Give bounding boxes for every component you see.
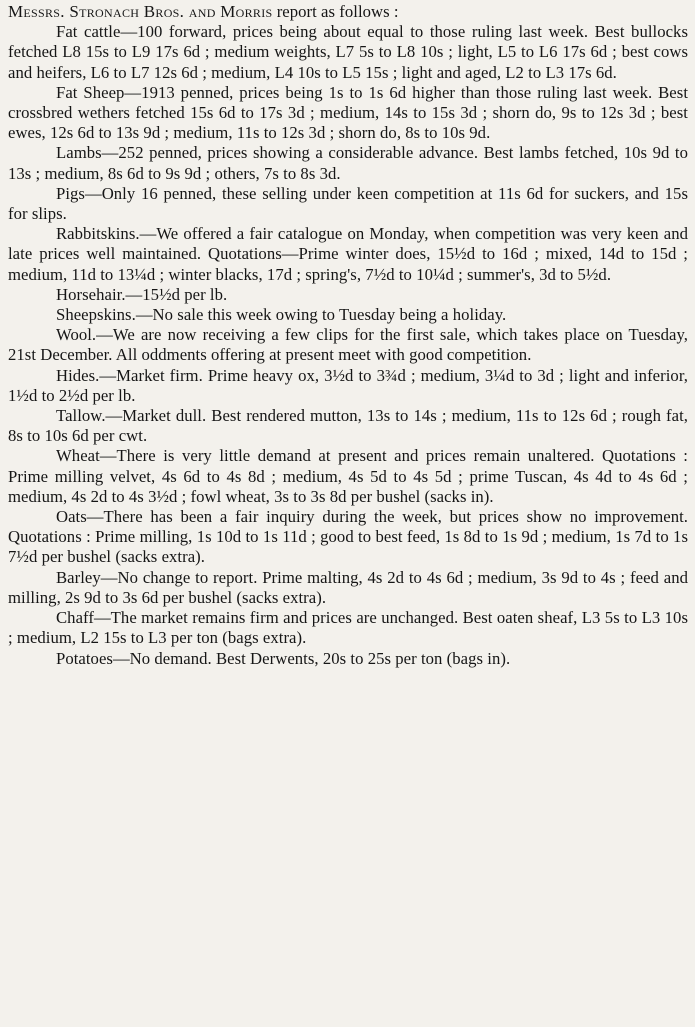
fat-cattle-paragraph: Fat cattle—100 forward, prices being about equal to those ruling last week. Best bullocks fetched L8 15s to L9 17s 6d ; medium weights, L7 5s to L8 10s ; light, L5 to L6 17s 6d ; best cows and heifers, L6 to L7 12s 6d ; medium, L4 10s to L5 15s ; light and aged, L2 to L3 17s 6d. <box>8 22 688 82</box>
sheepskins-paragraph: Sheepskins.—No sale this week owing to Tuesday being a holiday. <box>56 305 507 325</box>
report-heading-suffix: report as follows : <box>272 2 399 21</box>
market-report <box>8 2 688 669</box>
report-heading: Messrs. Stronach Bros. and Morris <box>8 2 273 21</box>
tallow-paragraph: Tallow.—Market dull. Best rendered mutton, 13s to 14s ; medium, 11s to 12s 6d ; rough fat, 8s to 10s 6d per cwt. <box>8 406 688 446</box>
wheat-paragraph: Wheat—There is very little demand at present and prices remain unaltered. Quotations : Prime milling velvet, 4s 6d to 4s 8d ; medium, 4s 5d to 4s 5d ; prime Tuscan, 4s 4d to 4s 6d ; medium, 4s 2d to 4s 3½d ; fowl wheat, 3s to 3s 8d per bushel (sacks in). <box>8 446 688 506</box>
fat-sheep-paragraph: Fat Sheep—1913 penned, prices being 1s to 1s 6d higher than those ruling last week. Best crossbred wethers fetched 15s 6d to 17s 3d ; medium, 14s to 15s 3d ; shorn do, 9s to 12s 3d ; best ewes, 12s 6d to 13s 9d ; medium, 11s to 12s 3d ; shorn do, 8s to 10s 9d. <box>8 82 688 143</box>
barley-paragraph: Barley—No change to report. Prime malting, 4s 2d to 4s 6d ; medium, 3s 9d to 4s ; feed and milling, 2s 9d to 3s 6d per bushel (sacks extra). <box>8 567 688 607</box>
chaff-paragraph: Chaff—The market remains firm and prices are unchanged. Best oaten sheaf, L3 5s to L3 10s ; medium, L2 15s to L3 per ton (bags extra). <box>8 608 688 648</box>
report-intro-paragraph <box>8 2 688 22</box>
hides-paragraph: Hides.—Market firm. Prime heavy ox, 3½d to 3¾d ; medium, 3¼d to 3d ; light and inferior, 1½d to 2½d per lb. <box>8 365 688 405</box>
pigs-paragraph: Pigs—Only 16 penned, these selling under keen competition at 11s 6d for suckers, and 15s for slips. <box>8 183 688 224</box>
wool-paragraph: Wool.—We are now receiving a few clips for the first sale, which takes place on Tuesday, 21st December. All oddments offering at present meet with good competition. <box>8 325 688 365</box>
rabbitskins-paragraph: Rabbitskins.—We offered a fair catalogue on Monday, when competition was very keen and late prices well maintained. Quotations—Prime winter does, 15½d to 16d ; mixed, 14d to 15d ; medium, 11d to 13¼d ; winter blacks, 17d ; spring's, 7½d to 10¼d ; summer's, 3d to 5½d. <box>8 224 688 284</box>
lambs-paragraph: Lambs—252 penned, prices showing a considerable advance. Best lambs fetched, 10s 9d to 13s ; medium, 8s 6d to 9s 9d ; others, 7s to 8s 3d. <box>8 143 688 183</box>
oats-paragraph: Oats—There has been a fair inquiry during the week, but prices show no improvement. Quotations : Prime milling, 1s 10d to 1s 11d ; good to best feed, 1s 8d to 1s 9d ; medium, 1s 7d to 1s 7½d per bushel (sacks extra). <box>8 507 688 567</box>
horsehair-paragraph: Horsehair.—15½d per lb. <box>56 284 228 304</box>
potatoes-paragraph: Potatoes—No demand. Best Derwents, 20s to 25s per ton (bags in). <box>56 648 511 668</box>
